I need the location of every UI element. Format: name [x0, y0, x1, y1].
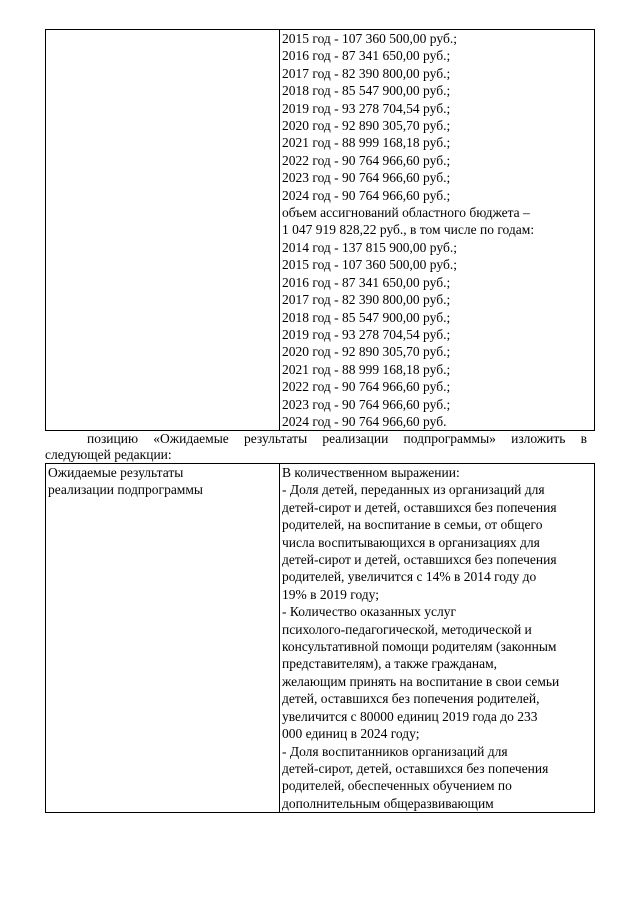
funding-line: 2016 год - 87 341 650,00 руб.;: [282, 48, 451, 64]
funding-line: 2017 год - 82 390 800,00 руб.;: [282, 292, 451, 308]
funding-line: 2019 год - 93 278 704,54 руб.;: [282, 326, 451, 342]
funding-line: 2023 год - 90 764 966,60 руб.;: [282, 396, 451, 412]
results-line: представителям), а также гражданам,: [282, 656, 498, 672]
funding-line: 2020 год - 92 890 305,70 руб.;: [282, 118, 451, 134]
funding-line: 2024 год - 90 764 966,60 руб.;: [282, 187, 451, 203]
funding-line: 2014 год - 137 815 900,00 руб.;: [282, 239, 457, 255]
funding-line: 2017 год - 82 390 800,00 руб.;: [282, 65, 451, 81]
table-row: [46, 30, 595, 431]
expected-results-label: реализации подпрограммы: [48, 482, 203, 498]
results-line: психолого-педагогической, методической и: [282, 621, 532, 637]
results-line: - Доля воспитанников организаций для: [282, 743, 508, 759]
results-line: - Доля детей, переданных из организаций для: [282, 482, 545, 498]
results-line: увеличится с 80000 единиц 2019 года до 233: [282, 708, 538, 724]
results-line: 000 единиц в 2024 году;: [282, 726, 420, 742]
funding-left-cell: [46, 30, 280, 431]
results-line: желающим принять на воспитание в свои семьи: [282, 673, 560, 689]
funding-right-cell: [280, 30, 595, 431]
results-line: детей-сирот и детей, оставшихся без попечения: [282, 499, 557, 515]
funding-line: 2015 год - 107 360 500,00 руб.;: [282, 257, 457, 273]
expected-results-table: [45, 463, 595, 813]
results-line: В количественном выражении:: [282, 465, 460, 480]
instruction-line: следующей редакции:: [45, 447, 172, 462]
funding-line: 2021 год - 88 999 168,18 руб.;: [282, 361, 451, 377]
instruction-line: позицию «Ожидаемые результаты реализации подпрограммы» изложить в: [87, 431, 587, 446]
results-line: дополнительным общеразвивающим: [282, 795, 494, 811]
results-line: числа воспитывающихся в организациях для: [282, 534, 540, 550]
funding-line: 2022 год - 90 764 966,60 руб.;: [282, 152, 451, 168]
results-line: родителей, увеличится с 14% в 2014 году до: [282, 569, 537, 585]
funding-line: 2021 год - 88 999 168,18 руб.;: [282, 135, 451, 151]
funding-line: 2015 год - 107 360 500,00 руб.;: [282, 31, 457, 46]
expected-results-label-cell: [46, 464, 280, 813]
funding-table: [45, 29, 595, 431]
funding-line: 1 047 919 828,22 руб., в том числе по годам:: [282, 222, 535, 238]
results-line: родителей, обеспеченных обучением по: [282, 778, 512, 794]
results-line: детей-сирот, детей, оставшихся без попечения: [282, 760, 549, 776]
results-line: - Количество оказанных услуг: [282, 604, 456, 620]
funding-line: 2019 год - 93 278 704,54 руб.;: [282, 100, 451, 116]
funding-line: 2023 год - 90 764 966,60 руб.;: [282, 170, 451, 186]
results-line: детей, оставшихся без попечения родителей,: [282, 691, 540, 707]
funding-line: 2018 год - 85 547 900,00 руб.;: [282, 83, 451, 99]
table-row: [46, 464, 595, 813]
results-line: родителей, на воспитание в семьи, от общего: [282, 517, 543, 533]
instruction-paragraph: [45, 431, 587, 463]
results-line: 19% в 2019 году;: [282, 586, 379, 602]
funding-line: 2016 год - 87 341 650,00 руб.;: [282, 274, 451, 290]
funding-line: 2020 год - 92 890 305,70 руб.;: [282, 344, 451, 360]
expected-results-label: Ожидаемые результаты: [48, 465, 184, 480]
funding-line: 2018 год - 85 547 900,00 руб.;: [282, 309, 451, 325]
expected-results-text-cell: [280, 464, 595, 813]
funding-line: 2022 год - 90 764 966,60 руб.;: [282, 379, 451, 395]
results-line: консультативной помощи родителям (законным: [282, 639, 557, 655]
results-line: детей-сирот и детей, оставшихся без попечения: [282, 552, 557, 568]
funding-line: 2024 год - 90 764 966,60 руб.: [282, 413, 447, 429]
funding-line: объем ассигнований областного бюджета –: [282, 205, 530, 221]
